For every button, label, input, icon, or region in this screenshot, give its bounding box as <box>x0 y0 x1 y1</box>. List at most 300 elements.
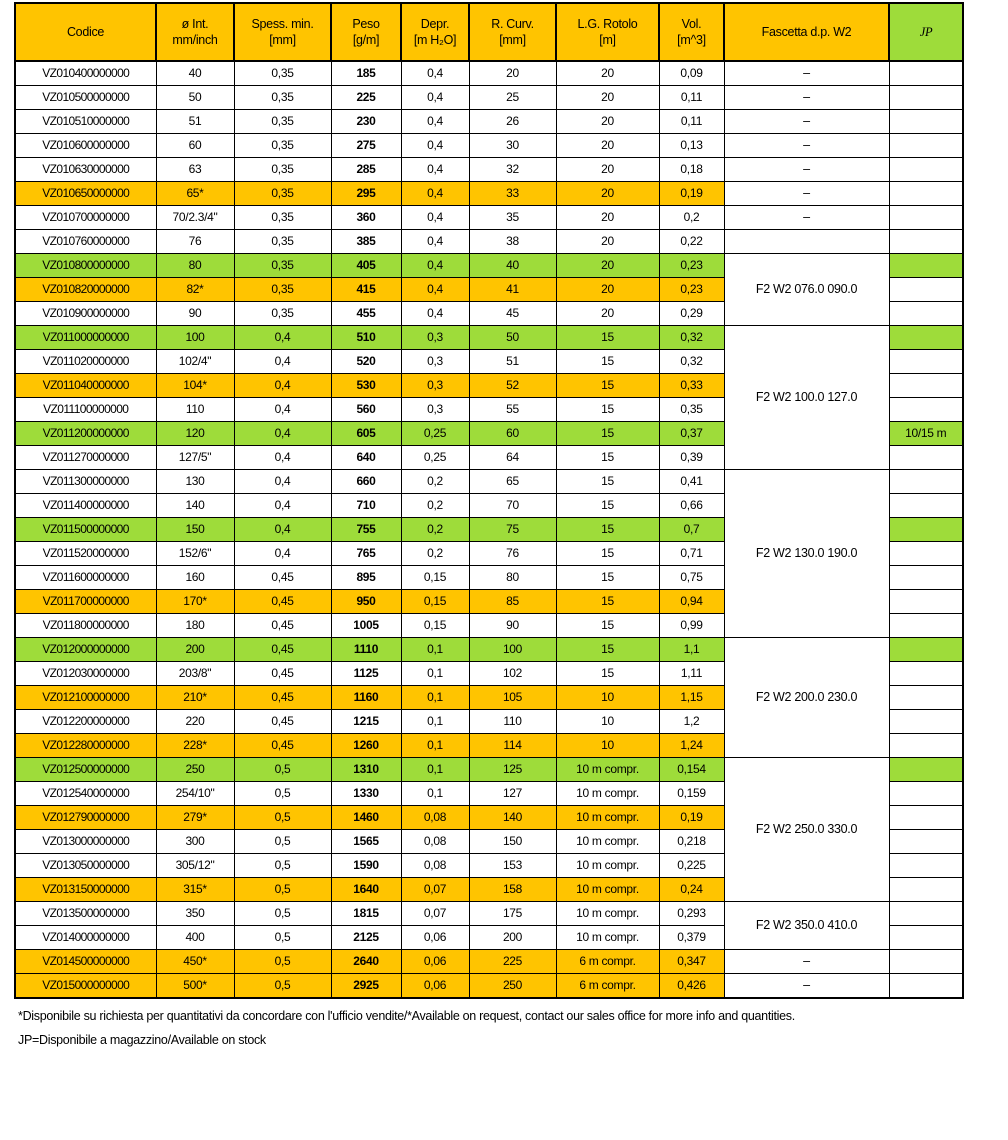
cell-volume: 0,39 <box>659 446 724 470</box>
cell-lunghezza-rotolo: 10 <box>556 710 659 734</box>
header-cell-codice <box>15 3 156 61</box>
cell-codice: VZ011400000000 <box>15 494 156 518</box>
cell-peso: 1260 <box>331 734 401 758</box>
table-row <box>15 86 963 110</box>
cell-depressione: 0,1 <box>401 686 469 710</box>
cell-spessore: 0,4 <box>234 518 331 542</box>
cell-lunghezza-rotolo: 10 m compr. <box>556 926 659 950</box>
cell-depressione: 0,4 <box>401 110 469 134</box>
cell-diametro: 220 <box>156 710 234 734</box>
cell-peso: 225 <box>331 86 401 110</box>
cell-lunghezza-rotolo: 20 <box>556 86 659 110</box>
cell-peso: 2640 <box>331 950 401 974</box>
table-row <box>15 950 963 974</box>
cell-spessore: 0,35 <box>234 110 331 134</box>
cell-fascetta: – <box>724 182 889 206</box>
cell-depressione: 0,07 <box>401 878 469 902</box>
cell-depressione: 0,08 <box>401 806 469 830</box>
cell-peso: 520 <box>331 350 401 374</box>
cell-diametro: 40 <box>156 61 234 86</box>
cell-fascetta: F2 W2 250.0 330.0 <box>724 758 889 902</box>
cell-lunghezza-rotolo: 15 <box>556 542 659 566</box>
cell-codice: VZ010500000000 <box>15 86 156 110</box>
cell-depressione: 0,1 <box>401 782 469 806</box>
header-sublabel: [mm] <box>269 33 296 47</box>
cell-peso: 2925 <box>331 974 401 999</box>
header-label: Spess. min. <box>251 17 314 31</box>
cell-lunghezza-rotolo: 20 <box>556 230 659 254</box>
cell-codice: VZ010900000000 <box>15 302 156 326</box>
cell-lunghezza-rotolo: 15 <box>556 470 659 494</box>
cell-fascetta: – <box>724 86 889 110</box>
cell-volume: 0,29 <box>659 302 724 326</box>
cell-peso: 1815 <box>331 902 401 926</box>
cell-raggio-curvatura: 51 <box>469 350 556 374</box>
header-cell-depressione <box>401 3 469 61</box>
cell-spessore: 0,45 <box>234 638 331 662</box>
cell-codice: VZ012790000000 <box>15 806 156 830</box>
cell-peso: 1640 <box>331 878 401 902</box>
cell-spessore: 0,5 <box>234 926 331 950</box>
cell-spessore: 0,4 <box>234 374 331 398</box>
cell-codice: VZ014000000000 <box>15 926 156 950</box>
header-label: L.G. Rotolo <box>577 17 638 31</box>
cell-jp <box>889 86 963 110</box>
cell-peso: 1215 <box>331 710 401 734</box>
cell-jp <box>889 734 963 758</box>
table-body <box>15 61 963 998</box>
cell-spessore: 0,35 <box>234 61 331 86</box>
cell-raggio-curvatura: 80 <box>469 566 556 590</box>
cell-depressione: 0,07 <box>401 902 469 926</box>
cell-spessore: 0,5 <box>234 830 331 854</box>
cell-raggio-curvatura: 200 <box>469 926 556 950</box>
cell-raggio-curvatura: 45 <box>469 302 556 326</box>
cell-volume: 0,225 <box>659 854 724 878</box>
cell-raggio-curvatura: 153 <box>469 854 556 878</box>
cell-peso: 710 <box>331 494 401 518</box>
cell-spessore: 0,4 <box>234 422 331 446</box>
cell-jp <box>889 230 963 254</box>
cell-lunghezza-rotolo: 6 m compr. <box>556 974 659 999</box>
cell-depressione: 0,2 <box>401 494 469 518</box>
cell-diametro: 210* <box>156 686 234 710</box>
cell-diametro: 50 <box>156 86 234 110</box>
header-label: R. Curv. <box>491 17 534 31</box>
table-row <box>15 61 963 86</box>
cell-volume: 0,23 <box>659 254 724 278</box>
cell-depressione: 0,4 <box>401 158 469 182</box>
cell-raggio-curvatura: 102 <box>469 662 556 686</box>
cell-peso: 185 <box>331 61 401 86</box>
cell-lunghezza-rotolo: 20 <box>556 61 659 86</box>
cell-diametro: 60 <box>156 134 234 158</box>
cell-jp <box>889 686 963 710</box>
cell-volume: 0,7 <box>659 518 724 542</box>
cell-lunghezza-rotolo: 15 <box>556 566 659 590</box>
cell-spessore: 0,35 <box>234 206 331 230</box>
cell-codice: VZ013500000000 <box>15 902 156 926</box>
header-cell-raggio-curvatura <box>469 3 556 61</box>
cell-peso: 1310 <box>331 758 401 782</box>
header-sublabel: mm/inch <box>172 33 218 47</box>
cell-jp <box>889 61 963 86</box>
cell-diametro: 127/5" <box>156 446 234 470</box>
cell-lunghezza-rotolo: 10 m compr. <box>556 782 659 806</box>
header-sublabel: [g/m] <box>352 33 380 47</box>
cell-raggio-curvatura: 25 <box>469 86 556 110</box>
cell-depressione: 0,2 <box>401 470 469 494</box>
table-row <box>15 326 963 350</box>
cell-jp <box>889 950 963 974</box>
header-cell-jp <box>889 3 963 61</box>
header-label: Depr. <box>420 17 450 31</box>
header-cell-volume <box>659 3 724 61</box>
cell-codice: VZ013150000000 <box>15 878 156 902</box>
cell-depressione: 0,2 <box>401 542 469 566</box>
cell-diametro: 65* <box>156 182 234 206</box>
cell-peso: 415 <box>331 278 401 302</box>
header-row <box>15 3 963 61</box>
cell-raggio-curvatura: 35 <box>469 206 556 230</box>
cell-diametro: 228* <box>156 734 234 758</box>
table-header <box>15 3 963 61</box>
cell-jp <box>889 854 963 878</box>
cell-raggio-curvatura: 175 <box>469 902 556 926</box>
cell-volume: 1,11 <box>659 662 724 686</box>
cell-depressione: 0,06 <box>401 950 469 974</box>
cell-raggio-curvatura: 114 <box>469 734 556 758</box>
cell-volume: 0,347 <box>659 950 724 974</box>
cell-jp <box>889 398 963 422</box>
cell-diametro: 104* <box>156 374 234 398</box>
cell-depressione: 0,15 <box>401 590 469 614</box>
cell-fascetta <box>724 230 889 254</box>
cell-depressione: 0,4 <box>401 61 469 86</box>
product-table <box>14 2 964 999</box>
cell-spessore: 0,35 <box>234 158 331 182</box>
header-sublabel: [m] <box>599 33 616 47</box>
cell-peso: 1160 <box>331 686 401 710</box>
cell-raggio-curvatura: 76 <box>469 542 556 566</box>
cell-diametro: 140 <box>156 494 234 518</box>
cell-jp <box>889 326 963 350</box>
header-label: Peso <box>352 17 380 31</box>
cell-volume: 0,32 <box>659 326 724 350</box>
cell-codice: VZ010820000000 <box>15 278 156 302</box>
cell-diametro: 63 <box>156 158 234 182</box>
header-cell-spessore <box>234 3 331 61</box>
cell-depressione: 0,08 <box>401 854 469 878</box>
header-label: Codice <box>66 25 105 39</box>
header-cell-diametro <box>156 3 234 61</box>
cell-diametro: 100 <box>156 326 234 350</box>
cell-raggio-curvatura: 158 <box>469 878 556 902</box>
cell-raggio-curvatura: 60 <box>469 422 556 446</box>
cell-volume: 0,33 <box>659 374 724 398</box>
cell-diametro: 102/4" <box>156 350 234 374</box>
cell-lunghezza-rotolo: 15 <box>556 398 659 422</box>
cell-jp <box>889 206 963 230</box>
header-label: Vol. <box>681 17 702 31</box>
cell-depressione: 0,08 <box>401 830 469 854</box>
cell-spessore: 0,35 <box>234 230 331 254</box>
cell-depressione: 0,1 <box>401 638 469 662</box>
cell-diametro: 70/2.3/4" <box>156 206 234 230</box>
cell-raggio-curvatura: 90 <box>469 614 556 638</box>
header-sublabel: [mm] <box>499 33 526 47</box>
cell-peso: 385 <box>331 230 401 254</box>
header-sublabel: [m H₂O] <box>413 33 457 47</box>
cell-spessore: 0,5 <box>234 854 331 878</box>
cell-fascetta: F2 W2 350.0 410.0 <box>724 902 889 950</box>
cell-volume: 0,218 <box>659 830 724 854</box>
header-cell-fascetta <box>724 3 889 61</box>
table-row <box>15 230 963 254</box>
cell-codice: VZ013050000000 <box>15 854 156 878</box>
cell-fascetta: – <box>724 950 889 974</box>
cell-diametro: 305/12" <box>156 854 234 878</box>
cell-volume: 0,09 <box>659 61 724 86</box>
cell-lunghezza-rotolo: 15 <box>556 374 659 398</box>
cell-raggio-curvatura: 140 <box>469 806 556 830</box>
cell-peso: 360 <box>331 206 401 230</box>
cell-volume: 0,19 <box>659 182 724 206</box>
cell-raggio-curvatura: 70 <box>469 494 556 518</box>
cell-volume: 0,11 <box>659 86 724 110</box>
cell-lunghezza-rotolo: 15 <box>556 350 659 374</box>
cell-codice: VZ010700000000 <box>15 206 156 230</box>
cell-spessore: 0,35 <box>234 254 331 278</box>
cell-peso: 1460 <box>331 806 401 830</box>
cell-volume: 0,11 <box>659 110 724 134</box>
cell-jp <box>889 806 963 830</box>
cell-jp <box>889 374 963 398</box>
cell-depressione: 0,15 <box>401 614 469 638</box>
cell-codice: VZ010600000000 <box>15 134 156 158</box>
cell-raggio-curvatura: 52 <box>469 374 556 398</box>
cell-spessore: 0,5 <box>234 758 331 782</box>
cell-codice: VZ010400000000 <box>15 61 156 86</box>
cell-diametro: 254/10" <box>156 782 234 806</box>
table-row <box>15 638 963 662</box>
cell-peso: 2125 <box>331 926 401 950</box>
cell-lunghezza-rotolo: 15 <box>556 326 659 350</box>
cell-diametro: 279* <box>156 806 234 830</box>
cell-volume: 0,23 <box>659 278 724 302</box>
cell-depressione: 0,3 <box>401 374 469 398</box>
cell-diametro: 130 <box>156 470 234 494</box>
cell-raggio-curvatura: 30 <box>469 134 556 158</box>
cell-codice: VZ012500000000 <box>15 758 156 782</box>
cell-jp <box>889 302 963 326</box>
cell-jp <box>889 830 963 854</box>
cell-raggio-curvatura: 110 <box>469 710 556 734</box>
cell-jp <box>889 278 963 302</box>
cell-diametro: 51 <box>156 110 234 134</box>
cell-spessore: 0,5 <box>234 878 331 902</box>
cell-jp <box>889 758 963 782</box>
cell-jp <box>889 638 963 662</box>
header-cell-peso <box>331 3 401 61</box>
cell-fascetta: – <box>724 974 889 999</box>
cell-lunghezza-rotolo: 10 <box>556 686 659 710</box>
cell-spessore: 0,45 <box>234 590 331 614</box>
cell-raggio-curvatura: 127 <box>469 782 556 806</box>
cell-lunghezza-rotolo: 20 <box>556 254 659 278</box>
cell-jp <box>889 470 963 494</box>
cell-diametro: 300 <box>156 830 234 854</box>
cell-lunghezza-rotolo: 10 m compr. <box>556 878 659 902</box>
cell-depressione: 0,4 <box>401 134 469 158</box>
cell-jp <box>889 926 963 950</box>
cell-spessore: 0,45 <box>234 710 331 734</box>
cell-lunghezza-rotolo: 20 <box>556 206 659 230</box>
cell-lunghezza-rotolo: 6 m compr. <box>556 950 659 974</box>
cell-spessore: 0,5 <box>234 806 331 830</box>
table-row <box>15 254 963 278</box>
cell-fascetta: – <box>724 134 889 158</box>
header-label: Fascetta d.p. W2 <box>761 25 852 39</box>
cell-diametro: 120 <box>156 422 234 446</box>
cell-codice: VZ012200000000 <box>15 710 156 734</box>
cell-jp <box>889 350 963 374</box>
cell-fascetta: F2 W2 076.0 090.0 <box>724 254 889 326</box>
cell-jp <box>889 542 963 566</box>
cell-volume: 0,379 <box>659 926 724 950</box>
cell-codice: VZ010760000000 <box>15 230 156 254</box>
cell-depressione: 0,4 <box>401 86 469 110</box>
table-row <box>15 110 963 134</box>
cell-peso: 640 <box>331 446 401 470</box>
cell-codice: VZ011020000000 <box>15 350 156 374</box>
table-row <box>15 902 963 926</box>
cell-lunghezza-rotolo: 10 m compr. <box>556 806 659 830</box>
cell-volume: 0,24 <box>659 878 724 902</box>
cell-jp <box>889 878 963 902</box>
cell-raggio-curvatura: 33 <box>469 182 556 206</box>
cell-raggio-curvatura: 50 <box>469 326 556 350</box>
cell-spessore: 0,35 <box>234 302 331 326</box>
cell-lunghezza-rotolo: 15 <box>556 494 659 518</box>
cell-spessore: 0,4 <box>234 542 331 566</box>
catalog-sheet <box>14 2 962 999</box>
header-sublabel: [m^3] <box>677 33 706 47</box>
cell-depressione: 0,25 <box>401 422 469 446</box>
cell-raggio-curvatura: 105 <box>469 686 556 710</box>
cell-volume: 0,94 <box>659 590 724 614</box>
cell-raggio-curvatura: 150 <box>469 830 556 854</box>
cell-volume: 0,32 <box>659 350 724 374</box>
cell-codice: VZ010800000000 <box>15 254 156 278</box>
cell-fascetta: F2 W2 200.0 230.0 <box>724 638 889 758</box>
cell-codice: VZ011000000000 <box>15 326 156 350</box>
cell-codice: VZ012540000000 <box>15 782 156 806</box>
cell-volume: 0,426 <box>659 974 724 999</box>
cell-spessore: 0,5 <box>234 950 331 974</box>
cell-diametro: 150 <box>156 518 234 542</box>
cell-lunghezza-rotolo: 15 <box>556 662 659 686</box>
cell-codice: VZ011520000000 <box>15 542 156 566</box>
cell-depressione: 0,1 <box>401 662 469 686</box>
cell-diametro: 170* <box>156 590 234 614</box>
cell-lunghezza-rotolo: 10 m compr. <box>556 902 659 926</box>
cell-diametro: 80 <box>156 254 234 278</box>
cell-peso: 1330 <box>331 782 401 806</box>
cell-spessore: 0,5 <box>234 782 331 806</box>
footnote-jp-legend: JP=Disponibile a magazzino/Available on stock <box>18 1033 266 1047</box>
cell-raggio-curvatura: 100 <box>469 638 556 662</box>
cell-jp <box>889 158 963 182</box>
cell-diametro: 82* <box>156 278 234 302</box>
table-row <box>15 158 963 182</box>
cell-codice: VZ011500000000 <box>15 518 156 542</box>
cell-spessore: 0,4 <box>234 350 331 374</box>
cell-depressione: 0,1 <box>401 710 469 734</box>
header-label: ø Int. <box>181 17 209 31</box>
cell-volume: 0,2 <box>659 206 724 230</box>
cell-spessore: 0,35 <box>234 182 331 206</box>
cell-volume: 0,66 <box>659 494 724 518</box>
cell-raggio-curvatura: 20 <box>469 61 556 86</box>
cell-jp <box>889 446 963 470</box>
cell-lunghezza-rotolo: 15 <box>556 518 659 542</box>
cell-codice: VZ011300000000 <box>15 470 156 494</box>
cell-jp <box>889 110 963 134</box>
table-row <box>15 974 963 999</box>
cell-peso: 285 <box>331 158 401 182</box>
cell-depressione: 0,15 <box>401 566 469 590</box>
cell-diametro: 200 <box>156 638 234 662</box>
cell-lunghezza-rotolo: 15 <box>556 590 659 614</box>
cell-volume: 0,71 <box>659 542 724 566</box>
cell-lunghezza-rotolo: 20 <box>556 278 659 302</box>
cell-fascetta: – <box>724 158 889 182</box>
cell-volume: 0,13 <box>659 134 724 158</box>
cell-jp: 10/15 m <box>889 422 963 446</box>
cell-fascetta: – <box>724 61 889 86</box>
cell-spessore: 0,45 <box>234 566 331 590</box>
cell-diametro: 315* <box>156 878 234 902</box>
cell-codice: VZ010630000000 <box>15 158 156 182</box>
cell-depressione: 0,4 <box>401 302 469 326</box>
cell-depressione: 0,4 <box>401 254 469 278</box>
cell-codice: VZ012280000000 <box>15 734 156 758</box>
cell-depressione: 0,06 <box>401 974 469 999</box>
cell-fascetta: – <box>724 206 889 230</box>
cell-jp <box>889 902 963 926</box>
footnotes <box>18 1004 998 1052</box>
cell-volume: 0,75 <box>659 566 724 590</box>
cell-volume: 1,2 <box>659 710 724 734</box>
cell-volume: 1,24 <box>659 734 724 758</box>
cell-peso: 1125 <box>331 662 401 686</box>
cell-spessore: 0,5 <box>234 902 331 926</box>
cell-raggio-curvatura: 225 <box>469 950 556 974</box>
cell-fascetta: F2 W2 130.0 190.0 <box>724 470 889 638</box>
cell-peso: 1110 <box>331 638 401 662</box>
cell-depressione: 0,4 <box>401 278 469 302</box>
cell-peso: 765 <box>331 542 401 566</box>
cell-codice: VZ010650000000 <box>15 182 156 206</box>
table-row <box>15 470 963 494</box>
cell-jp <box>889 590 963 614</box>
cell-raggio-curvatura: 40 <box>469 254 556 278</box>
cell-jp <box>889 566 963 590</box>
cell-depressione: 0,1 <box>401 734 469 758</box>
cell-raggio-curvatura: 55 <box>469 398 556 422</box>
cell-peso: 605 <box>331 422 401 446</box>
